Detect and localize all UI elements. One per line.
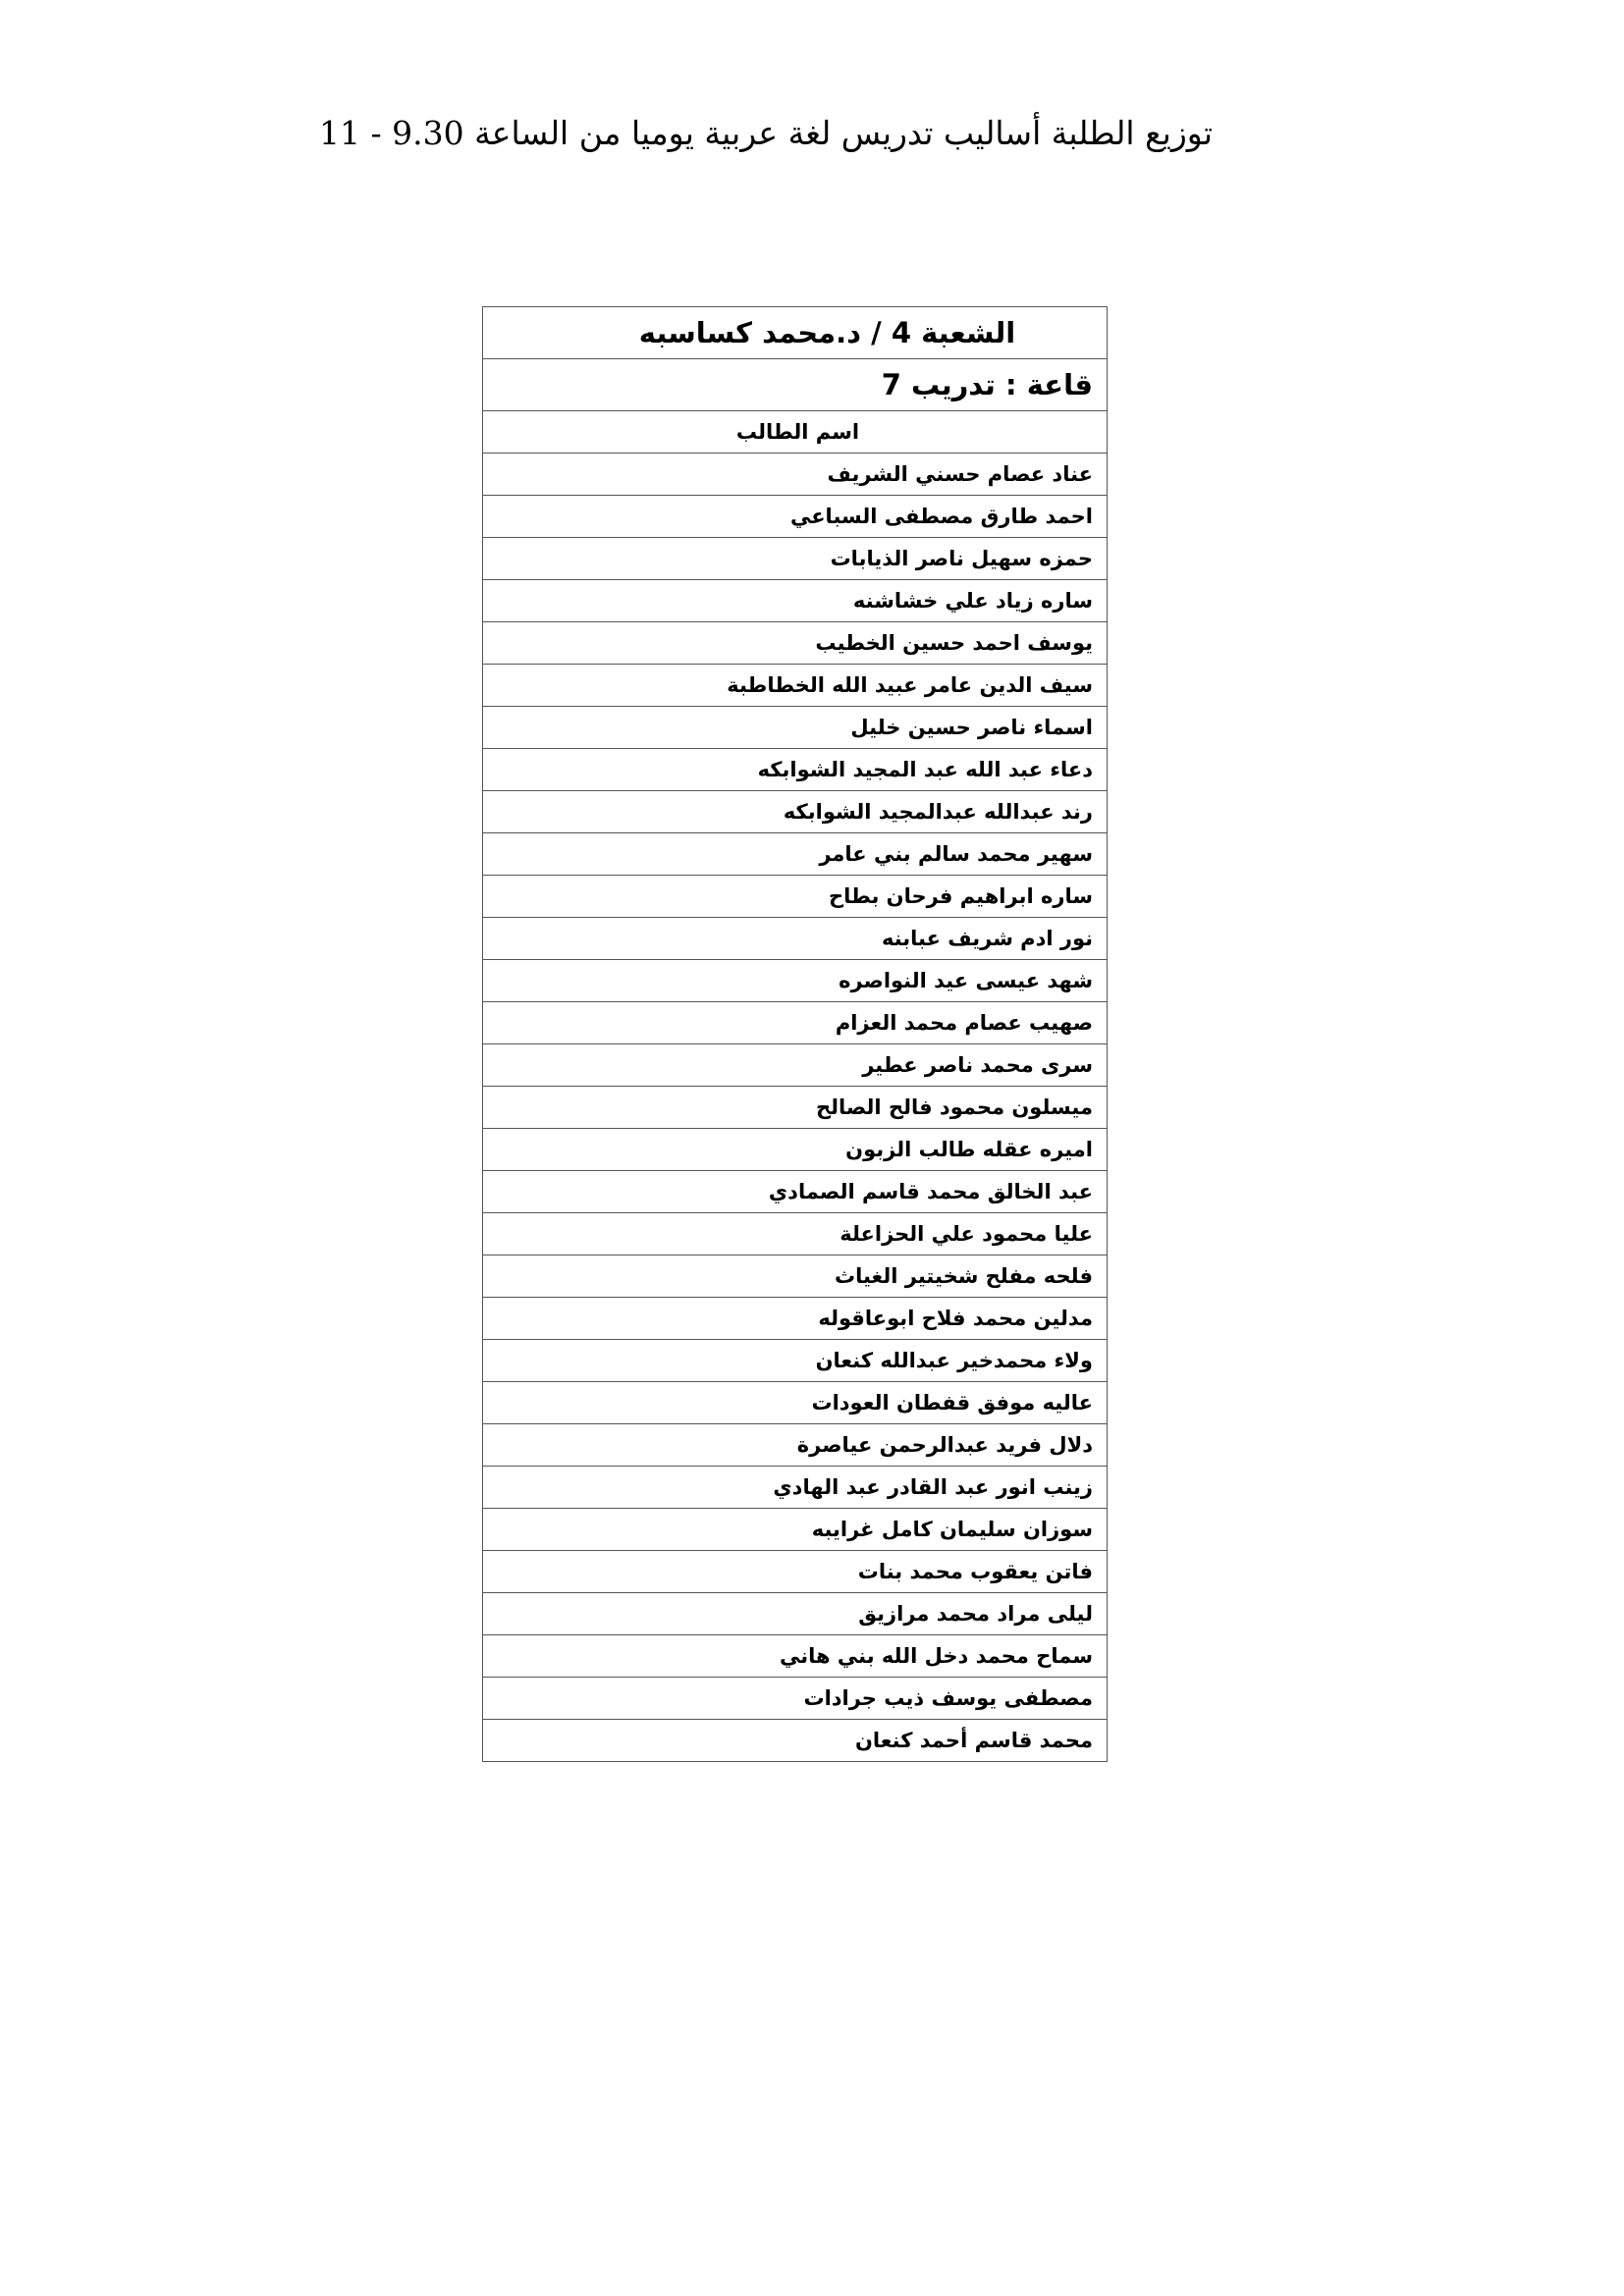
table-row <box>483 1382 1108 1424</box>
table-row <box>483 665 1108 707</box>
student-name-cell: صهيب عصام محمد العزام <box>483 1002 1108 1044</box>
student-name-cell: دلال فريد عبدالرحمن عياصرة <box>483 1424 1108 1467</box>
student-name-cell: سيف الدين عامر عبيد الله الخطاطبة <box>483 665 1108 707</box>
student-name-cell: ليلى مراد محمد مرازيق <box>483 1593 1108 1635</box>
table-row <box>483 876 1108 918</box>
table-row <box>483 1087 1108 1129</box>
table-row <box>483 1213 1108 1255</box>
student-name-cell: ساره ابراهيم فرحان بطاح <box>483 876 1108 918</box>
student-name-cell: عاليه موفق قفطان العودات <box>483 1382 1108 1424</box>
table-row <box>483 1129 1108 1171</box>
table-row <box>483 960 1108 1002</box>
student-name-cell: زينب انور عبد القادر عبد الهادي <box>483 1467 1108 1509</box>
student-name-cell: عبد الخالق محمد قاسم الصمادي <box>483 1171 1108 1213</box>
hall-row <box>483 359 1108 411</box>
table-row <box>483 538 1108 580</box>
student-name-header: اسم الطالب <box>483 411 1108 454</box>
student-name-cell: ميسلون محمود فالح الصالح <box>483 1087 1108 1129</box>
table-row <box>483 454 1108 496</box>
section-row <box>483 307 1108 359</box>
table-row <box>483 1635 1108 1678</box>
student-name-cell: ولاء محمدخير عبدالله كنعان <box>483 1340 1108 1382</box>
table-row <box>483 622 1108 665</box>
table-row <box>483 1467 1108 1509</box>
table-row <box>483 707 1108 749</box>
table-row <box>483 1002 1108 1044</box>
table-row <box>483 791 1108 833</box>
student-name-cell: اميره عقله طالب الزبون <box>483 1129 1108 1171</box>
table-row <box>483 1551 1108 1593</box>
student-name-cell: سوزان سليمان كامل غرايبه <box>483 1509 1108 1551</box>
table-row <box>483 749 1108 791</box>
student-name-cell: عناد عصام حسني الشريف <box>483 454 1108 496</box>
table-row <box>483 1509 1108 1551</box>
student-name-cell: حمزه سهيل ناصر الذيابات <box>483 538 1108 580</box>
page-title: توزيع الطلبة أساليب تدريس لغة عربية يوميا من الساعة 9.30 - 11 <box>318 114 1214 152</box>
student-name-cell: يوسف احمد حسين الخطيب <box>483 622 1108 665</box>
table-row <box>483 1678 1108 1720</box>
student-name-cell: سماح محمد دخل الله بني هاني <box>483 1635 1108 1678</box>
student-name-cell: احمد طارق مصطفى السباعي <box>483 496 1108 538</box>
table-row <box>483 1424 1108 1467</box>
section-instructor-cell: الشعبة 4 / د.محمد كساسبه <box>483 307 1108 359</box>
student-name-cell: فاتن يعقوب محمد بنات <box>483 1551 1108 1593</box>
table-row <box>483 1298 1108 1340</box>
student-name-cell: سهير محمد سالم بني عامر <box>483 833 1108 876</box>
table-row <box>483 496 1108 538</box>
student-name-cell: سرى محمد ناصر عطير <box>483 1044 1108 1087</box>
column-header-row <box>483 411 1108 454</box>
student-name-cell: دعاء عبد الله عبد المجيد الشوابكه <box>483 749 1108 791</box>
student-name-cell: فلحه مفلح شخيتير الغياث <box>483 1255 1108 1298</box>
student-name-cell: شهد عيسى عيد النواصره <box>483 960 1108 1002</box>
hall-cell: قاعة : تدريب 7 <box>483 359 1108 411</box>
table-row <box>483 1044 1108 1087</box>
student-name-cell: عليا محمود علي الحزاعلة <box>483 1213 1108 1255</box>
table-row <box>483 1593 1108 1635</box>
student-name-cell: ساره زياد علي خشاشنه <box>483 580 1108 622</box>
table-row <box>483 1171 1108 1213</box>
student-name-cell: مدلين محمد فلاح ابوعاقوله <box>483 1298 1108 1340</box>
table-row <box>483 1340 1108 1382</box>
student-name-cell: محمد قاسم أحمد كنعان <box>483 1720 1108 1762</box>
student-name-cell: نور ادم شريف عبابنه <box>483 918 1108 960</box>
table-row <box>483 1720 1108 1762</box>
roster-body <box>483 307 1108 1762</box>
student-roster-table <box>482 306 1108 1762</box>
student-name-cell: اسماء ناصر حسين خليل <box>483 707 1108 749</box>
table-row <box>483 580 1108 622</box>
table-row <box>483 1255 1108 1298</box>
table-row <box>483 918 1108 960</box>
student-name-cell: مصطفى يوسف ذيب جرادات <box>483 1678 1108 1720</box>
table-row <box>483 833 1108 876</box>
student-name-cell: رند عبدالله عبدالمجيد الشوابكه <box>483 791 1108 833</box>
